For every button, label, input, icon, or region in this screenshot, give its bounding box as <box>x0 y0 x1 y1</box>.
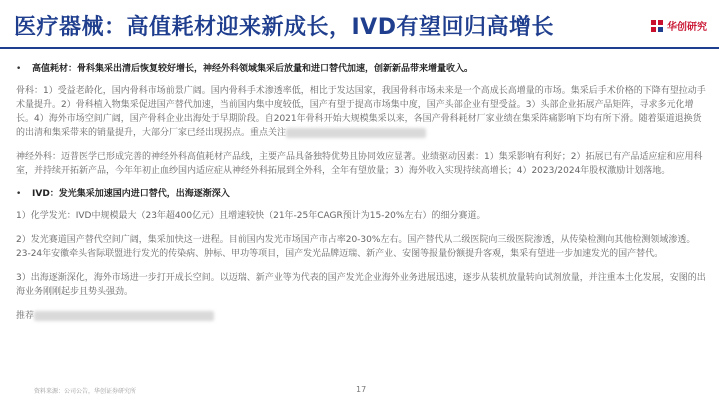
brand-name: 华创研究 <box>667 22 707 33</box>
redacted-text <box>286 128 426 138</box>
main-content <box>16 63 706 323</box>
paragraph-text: 骨科：1）受益老龄化，国内骨科市场前景广阔。国内骨科手术渗透率低，相比于发达国家，我国骨科市场未来是一个高成长高增量的市场。集采后手术价格的下降有望拉动手术量提升。2）骨科植入物集采促进国产替代加速，当前国内集中度较低，国产有望于提高市场集中度，国产头部企业有望受益。3）头部企业拓展产品矩阵，寻求多元化增长。4）海外市场空间广阔，国产骨科企业出海处于早期阶段。自2021年骨科开始大规模集采以来，各国产骨科耗材厂家业绩在集采阵痛影响下均有所下滑。随着渠道退换货的出清和集采带来的销量提升，大部分厂家已经出现拐点。重点关注 <box>16 86 706 138</box>
paragraph-chemiluminescence: 1）化学发光：IVD中规模最大（23年超400亿元）且增速较快（21年-25年CAGR预计为15-20%左右）的细分赛道。 <box>16 211 486 221</box>
paragraph-overseas: 3）出海逐渐深化，海外市场进一步打开成长空间。以迈瑞、新产业等为代表的国产发光企业海外业务进展迅速，逐步从装机放量转向试剂放量，并注重本土化发展，安图的出海业务刚刚起步且势头强劲。 <box>16 273 706 297</box>
brand-mark-icon <box>651 20 663 32</box>
section-heading-consumables <box>16 63 706 76</box>
header-divider <box>0 47 719 49</box>
page-title: 医疗器械：高值耗材迎来新成长，IVD有望回归高增长 <box>14 15 554 40</box>
heading-text: 高值耗材：骨科集采出清后恢复较好增长，神经外科领域集采后放量和进口替代加速，创新新品带来增量收入。 <box>32 64 474 74</box>
source-note: 资料来源：公司公告，华创证券研究所 <box>34 388 137 395</box>
paragraph-domestic-substitution: 2）发光赛道国产替代空间广阔，集采加快这一进程。目前国内发光市场国产市占率20-30%左右。国产替代从二级医院向三级医院渗透，从传染检测向其他检测领域渗透。23-24年安徽牵头省际联盟进行发光的传染病、肿标、甲功等项目，国产发光品牌迈瑞、新产业、安图等报量份额提升客观，集采有望进一步加速发光的国产替代。 <box>16 235 696 259</box>
recommend-label: 推荐 <box>16 311 35 321</box>
heading-text: IVD：发光集采加速国内进口替代，出海逐渐深入 <box>32 189 230 199</box>
paragraph-recommend <box>16 309 706 323</box>
section-heading-ivd <box>16 188 706 201</box>
brand-logo <box>651 18 707 33</box>
bullet-icon: • <box>16 64 22 74</box>
bullet-icon: • <box>16 189 22 199</box>
paragraph-orthopedics <box>16 84 706 140</box>
page-number: 17 <box>356 385 367 394</box>
paragraph-neurosurgery: 神经外科：迈普医学已形成完善的神经外科高值耗材产品线，主要产品具备独特优势且协同效应显著。业绩驱动因素：1）集采影响有利好；2）拓展已有产品适应症和应用科室，并持续开拓新产品，今年年初止血纱国内适应症从神经外科拓展到全外科，全年有望放量；3）海外收入实现持续高增长；4）2023/2024年股权激励计划落地。 <box>16 152 703 176</box>
redacted-text <box>34 311 214 321</box>
